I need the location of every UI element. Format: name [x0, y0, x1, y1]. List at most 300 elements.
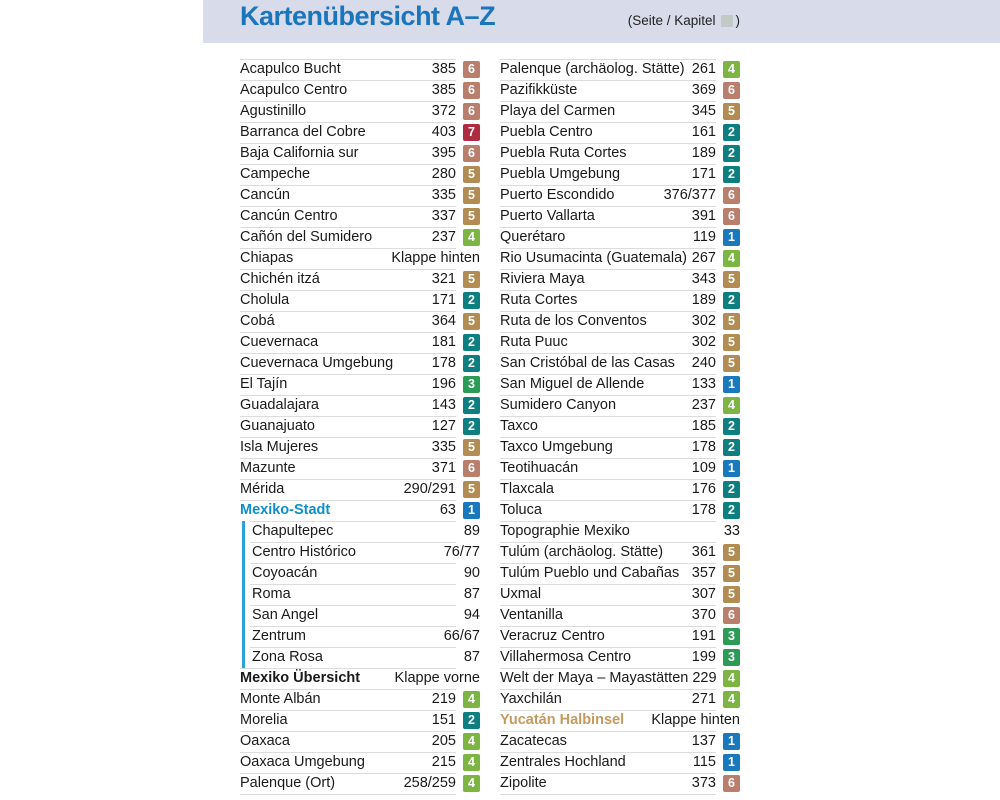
- entry-main: [240, 584, 480, 605]
- entry-page: 364: [431, 313, 456, 329]
- entry-main: [500, 479, 716, 500]
- index-entry: [500, 290, 740, 311]
- chapter-badge: 2: [723, 481, 740, 498]
- chapter-badge: 5: [723, 586, 740, 603]
- entry-page: 189: [691, 292, 716, 308]
- entry-name: Oaxaca: [240, 733, 290, 749]
- entry-main: [500, 227, 716, 248]
- chapter-badge: 4: [463, 775, 480, 792]
- index-entry: [500, 710, 740, 731]
- entry-main: [240, 374, 456, 395]
- entry-page: 335: [431, 187, 456, 203]
- entry-main: [500, 437, 716, 458]
- entry-page: 215: [431, 754, 456, 770]
- index-entry: [240, 227, 480, 248]
- entry-name: Baja California sur: [240, 145, 359, 161]
- entry-main: [500, 647, 716, 668]
- index-entry: [240, 437, 480, 458]
- chapter-badge: 5: [723, 334, 740, 351]
- entry-page: 335: [431, 439, 456, 455]
- index-entry: [500, 647, 740, 668]
- entry-page: 151: [431, 712, 456, 728]
- index-entry: [240, 311, 480, 332]
- chapter-badge: 5: [723, 313, 740, 330]
- entry-page: 178: [431, 355, 456, 371]
- entry-main: [500, 668, 716, 689]
- entry-page: 373: [691, 775, 716, 791]
- entry-name: Campeche: [240, 166, 311, 182]
- chapter-badge: 6: [723, 187, 740, 204]
- entry-name: Zacatecas: [500, 733, 567, 749]
- index-entry: [240, 773, 480, 794]
- entry-page: 171: [691, 166, 716, 182]
- chapter-badge: 6: [723, 607, 740, 624]
- entry-main: [240, 479, 456, 500]
- chapter-badge: 6: [463, 82, 480, 99]
- entry-page: 178: [691, 439, 716, 455]
- entry-main: [240, 164, 456, 185]
- entry-name: Taxco Umgebung: [500, 439, 613, 455]
- chapter-badge: 4: [723, 691, 740, 708]
- entry-main: [500, 206, 716, 227]
- index-entry: [500, 689, 740, 710]
- index-entry: [500, 374, 740, 395]
- entry-page: 372: [431, 103, 456, 119]
- entry-name: Zentrum: [252, 628, 306, 644]
- chapter-badge: 2: [463, 334, 480, 351]
- entry-main: [500, 542, 716, 563]
- index-entry: [240, 269, 480, 290]
- entry-page: 403: [431, 124, 456, 140]
- index-entry: [500, 458, 740, 479]
- legend: [628, 13, 740, 28]
- entry-page: 137: [691, 733, 716, 749]
- entry-name: Topographie Mexiko: [500, 523, 630, 539]
- chapter-badge: 6: [723, 208, 740, 225]
- chapter-badge: 5: [723, 103, 740, 120]
- sub-group-bar: [242, 521, 245, 542]
- entry-main: [240, 542, 480, 563]
- chapter-badge: 4: [463, 754, 480, 771]
- chapter-badge: 6: [463, 145, 480, 162]
- entry-main: [240, 626, 480, 647]
- entry-name: Tlaxcala: [500, 481, 554, 497]
- index-entry: [240, 374, 480, 395]
- entry-page: 191: [691, 628, 716, 644]
- entry-name: Cuevernaca Umgebung: [240, 355, 394, 371]
- chapter-badge: 2: [463, 418, 480, 435]
- index-entry: [240, 353, 480, 374]
- index-entry: [500, 500, 740, 521]
- entry-page: 302: [691, 313, 716, 329]
- index-column-right: [500, 59, 740, 794]
- index-entry: [240, 710, 480, 731]
- entry-name: Ventanilla: [500, 607, 563, 623]
- entry-name: Roma: [252, 586, 291, 602]
- chapter-badge: 4: [463, 733, 480, 750]
- entry-main: [240, 101, 456, 122]
- index-entry: [500, 479, 740, 500]
- entry-main: [240, 731, 456, 752]
- entry-name: San Miguel de Allende: [500, 376, 645, 392]
- entry-name: Cholula: [240, 292, 290, 308]
- entry-main: [500, 752, 716, 773]
- entry-page: 237: [691, 397, 716, 413]
- entry-main: [240, 122, 456, 143]
- entry-page: 185: [691, 418, 716, 434]
- entry-page: 133: [691, 376, 716, 392]
- entry-name: Yucatán Halbinsel: [500, 712, 625, 728]
- entry-page: 87: [463, 586, 480, 602]
- entry-page: 171: [431, 292, 456, 308]
- entry-main: [240, 647, 480, 668]
- entry-main: [500, 773, 716, 794]
- index-entry: [240, 605, 480, 626]
- entry-name: Puebla Centro: [500, 124, 593, 140]
- entry-page: Klappe vorne: [394, 670, 480, 686]
- entry-main: [240, 773, 456, 794]
- entry-page: 33: [723, 523, 740, 539]
- entry-page: 127: [431, 418, 456, 434]
- entry-main: [500, 164, 716, 185]
- entry-main: [500, 500, 716, 521]
- entry-page: 89: [463, 523, 480, 539]
- index-entry: [500, 773, 740, 794]
- index-entry: [240, 479, 480, 500]
- entry-main: [500, 101, 716, 122]
- entry-name: Playa del Carmen: [500, 103, 616, 119]
- entry-page: 161: [691, 124, 716, 140]
- entry-page: 337: [431, 208, 456, 224]
- entry-name: Puerto Vallarta: [500, 208, 595, 224]
- index-entry: [240, 668, 480, 689]
- index-entry: [500, 80, 740, 101]
- chapter-badge: 5: [723, 271, 740, 288]
- index-entry: [240, 584, 480, 605]
- index-entry: [500, 731, 740, 752]
- entry-page: 357: [691, 565, 716, 581]
- index-entry: [500, 542, 740, 563]
- index-entry: [500, 563, 740, 584]
- entry-main: [500, 710, 740, 731]
- entry-name: Oaxaca Umgebung: [240, 754, 365, 770]
- index-entry: [240, 290, 480, 311]
- page-title: Kartenübersicht A–Z: [240, 1, 496, 31]
- index-entry: [240, 500, 480, 521]
- index-entry: [240, 458, 480, 479]
- entry-name: Cañón del Sumidero: [240, 229, 373, 245]
- entry-page: 343: [691, 271, 716, 287]
- index-entry: [240, 626, 480, 647]
- entry-main: [240, 332, 456, 353]
- entry-page: 391: [691, 208, 716, 224]
- index-entry: [240, 542, 480, 563]
- entry-name: Cancún: [240, 187, 290, 203]
- chapter-badge: 4: [723, 397, 740, 414]
- entry-name: Chiapas: [240, 250, 294, 266]
- entry-main: [240, 689, 456, 710]
- entry-name: Puerto Escondido: [500, 187, 615, 203]
- chapter-badge: 2: [723, 292, 740, 309]
- entry-name: Welt der Maya – Mayastätten: [500, 670, 689, 686]
- entry-main: [240, 458, 456, 479]
- entry-main: [240, 416, 456, 437]
- entry-page: 271: [691, 691, 716, 707]
- entry-name: Puebla Ruta Cortes: [500, 145, 627, 161]
- chapter-badge: 2: [723, 145, 740, 162]
- entry-name: Chichén itzá: [240, 271, 320, 287]
- entry-name: El Tajín: [240, 376, 288, 392]
- entry-main: [240, 500, 456, 521]
- index-entry: [500, 143, 740, 164]
- entry-main: [500, 269, 716, 290]
- entry-name: Riviera Maya: [500, 271, 585, 287]
- chapter-badge: 1: [723, 460, 740, 477]
- entry-main: [500, 332, 716, 353]
- entry-main: [500, 353, 716, 374]
- chapter-badge: 2: [463, 355, 480, 372]
- entry-main: [240, 353, 456, 374]
- index-entry: [500, 353, 740, 374]
- entry-page: 76/77: [443, 544, 480, 560]
- entry-page: Klappe hinten: [651, 712, 740, 728]
- entry-main: [240, 59, 456, 80]
- entry-name: San Angel: [252, 607, 319, 623]
- entry-main: [500, 248, 716, 269]
- entry-name: Teotihuacán: [500, 460, 579, 476]
- index-entry: [240, 647, 480, 668]
- chapter-badge: 1: [723, 229, 740, 246]
- entry-page: 94: [463, 607, 480, 623]
- chapter-badge: 2: [463, 712, 480, 729]
- entry-main: [240, 521, 480, 542]
- index-entry: [240, 332, 480, 353]
- entry-name: Querétaro: [500, 229, 566, 245]
- chapter-badge: 5: [463, 313, 480, 330]
- chapter-badge: 5: [723, 544, 740, 561]
- entry-name: Chapultepec: [252, 523, 334, 539]
- index-entry: [240, 185, 480, 206]
- entry-name: Zona Rosa: [252, 649, 323, 665]
- entry-name: Tulúm (archäolog. Stätte): [500, 544, 664, 560]
- entry-main: [500, 563, 716, 584]
- chapter-badge: 2: [463, 397, 480, 414]
- entry-main: [240, 290, 456, 311]
- index-entry: [500, 269, 740, 290]
- chapter-badge: 4: [723, 670, 740, 687]
- entry-page: 307: [691, 586, 716, 602]
- entry-name: Morelia: [240, 712, 288, 728]
- chapter-badge: 6: [463, 61, 480, 78]
- index-entry: [500, 206, 740, 227]
- entry-main: [500, 185, 716, 206]
- legend-suffix: ): [735, 13, 740, 28]
- index-entry: [500, 101, 740, 122]
- entry-main: [240, 248, 480, 269]
- chapter-swatch: [721, 15, 733, 27]
- chapter-badge: 2: [723, 124, 740, 141]
- entry-name: Pazifikküste: [500, 82, 578, 98]
- sub-group-bar: [242, 647, 245, 668]
- entry-main: [500, 290, 716, 311]
- chapter-badge: 5: [463, 166, 480, 183]
- index-entry: [240, 59, 480, 80]
- index-entry: [240, 80, 480, 101]
- entry-main: [500, 374, 716, 395]
- entry-name: Acapulco Bucht: [240, 61, 341, 77]
- entry-main: [500, 458, 716, 479]
- entry-name: Isla Mujeres: [240, 439, 319, 455]
- entry-main: [240, 710, 456, 731]
- index-entry: [500, 395, 740, 416]
- entry-name: Veracruz Centro: [500, 628, 605, 644]
- entry-page: 109: [691, 460, 716, 476]
- entry-name: Zipolite: [500, 775, 547, 791]
- entry-page: 196: [431, 376, 456, 392]
- chapter-badge: 7: [463, 124, 480, 141]
- index-entry: [500, 437, 740, 458]
- entry-page: 119: [692, 229, 716, 245]
- entry-page: 280: [431, 166, 456, 182]
- entry-name: Guanajuato: [240, 418, 315, 434]
- entry-page: 385: [431, 82, 456, 98]
- entry-page: 115: [692, 754, 716, 770]
- entry-page: 181: [431, 334, 456, 350]
- index-entry: [500, 332, 740, 353]
- entry-page: 302: [691, 334, 716, 350]
- entry-name: Palenque (Ort): [240, 775, 336, 791]
- entry-main: [500, 143, 716, 164]
- sub-group-bar: [242, 563, 245, 584]
- entry-page: 63: [439, 502, 456, 518]
- index-entry: [500, 59, 740, 80]
- entry-page: 176: [691, 481, 716, 497]
- chapter-badge: 5: [463, 439, 480, 456]
- entry-main: [500, 584, 716, 605]
- entry-name: Acapulco Centro: [240, 82, 348, 98]
- entry-main: [500, 122, 716, 143]
- index-entry: [240, 731, 480, 752]
- sub-group-bar: [242, 626, 245, 647]
- index-entry: [500, 311, 740, 332]
- entry-page: 261: [691, 61, 716, 77]
- chapter-badge: 3: [723, 628, 740, 645]
- entry-name: Ruta de los Conventos: [500, 313, 647, 329]
- entry-page: 258/259: [403, 775, 456, 791]
- chapter-badge: 3: [723, 649, 740, 666]
- entry-page: 361: [691, 544, 716, 560]
- index-entry: [240, 521, 480, 542]
- entry-name: Cobá: [240, 313, 275, 329]
- entry-main: [240, 185, 456, 206]
- index-entry: [240, 248, 480, 269]
- index-entry: [500, 185, 740, 206]
- entry-main: [500, 59, 716, 80]
- entry-main: [240, 227, 456, 248]
- chapter-badge: 2: [463, 292, 480, 309]
- entry-name: Villahermosa Centro: [500, 649, 632, 665]
- index-entry: [500, 752, 740, 773]
- entry-page: 229: [692, 670, 717, 686]
- entry-page: 345: [691, 103, 716, 119]
- chapter-badge: 6: [463, 460, 480, 477]
- entry-name: Mérida: [240, 481, 285, 497]
- entry-name: Palenque (archäolog. Stätte): [500, 61, 685, 77]
- header-band: [203, 0, 1000, 43]
- entry-name: Yaxchilán: [500, 691, 562, 707]
- entry-main: [240, 668, 480, 689]
- entry-main: [500, 395, 716, 416]
- chapter-badge: 2: [723, 439, 740, 456]
- entry-name: Toluca: [500, 502, 542, 518]
- entry-page: 66/67: [443, 628, 480, 644]
- index-entry: [500, 416, 740, 437]
- entry-name: Rio Usumacinta (Guatemala): [500, 250, 687, 266]
- index-entry: [500, 227, 740, 248]
- entry-page: 87: [463, 649, 480, 665]
- entry-main: [240, 143, 456, 164]
- chapter-badge: 1: [723, 376, 740, 393]
- entry-main: [240, 437, 456, 458]
- index-entry: [240, 752, 480, 773]
- sub-group-bar: [242, 605, 245, 626]
- chapter-badge: 4: [463, 691, 480, 708]
- chapter-badge: 4: [723, 250, 740, 267]
- entry-main: [500, 416, 716, 437]
- entry-name: Sumidero Canyon: [500, 397, 617, 413]
- entry-main: [240, 752, 456, 773]
- entry-name: Agustinillo: [240, 103, 307, 119]
- index-entry: [500, 248, 740, 269]
- entry-page: Klappe hinten: [391, 250, 480, 266]
- sub-group-bar: [242, 584, 245, 605]
- entry-name: Cancún Centro: [240, 208, 338, 224]
- entry-name: Mexiko-Stadt: [240, 502, 331, 518]
- chapter-badge: 5: [463, 208, 480, 225]
- entry-main: [240, 269, 456, 290]
- entry-page: 267: [691, 250, 716, 266]
- entry-page: 219: [431, 691, 456, 707]
- chapter-badge: 6: [463, 103, 480, 120]
- entry-page: 189: [691, 145, 716, 161]
- entry-name: Puebla Umgebung: [500, 166, 621, 182]
- index-entry: [500, 605, 740, 626]
- chapter-badge: 6: [723, 775, 740, 792]
- entry-name: Ruta Puuc: [500, 334, 568, 350]
- entry-page: 395: [431, 145, 456, 161]
- entry-main: [240, 206, 456, 227]
- entry-name: Tulúm Pueblo und Cabañas: [500, 565, 680, 581]
- chapter-badge: 2: [723, 418, 740, 435]
- index-entry: [500, 164, 740, 185]
- entry-page: 371: [431, 460, 456, 476]
- entry-name: Guadalajara: [240, 397, 319, 413]
- chapter-badge: 1: [463, 502, 480, 519]
- chapter-badge: 2: [723, 502, 740, 519]
- index-entry: [500, 626, 740, 647]
- index-entry: [240, 101, 480, 122]
- chapter-badge: 4: [723, 61, 740, 78]
- index-entry: [240, 143, 480, 164]
- entry-page: 240: [691, 355, 716, 371]
- entry-page: 321: [431, 271, 456, 287]
- index-entry: [240, 164, 480, 185]
- chapter-badge: 6: [723, 82, 740, 99]
- index-entry: [500, 122, 740, 143]
- chapter-badge: 1: [723, 754, 740, 771]
- index-entry: [500, 584, 740, 605]
- entry-name: Monte Albán: [240, 691, 321, 707]
